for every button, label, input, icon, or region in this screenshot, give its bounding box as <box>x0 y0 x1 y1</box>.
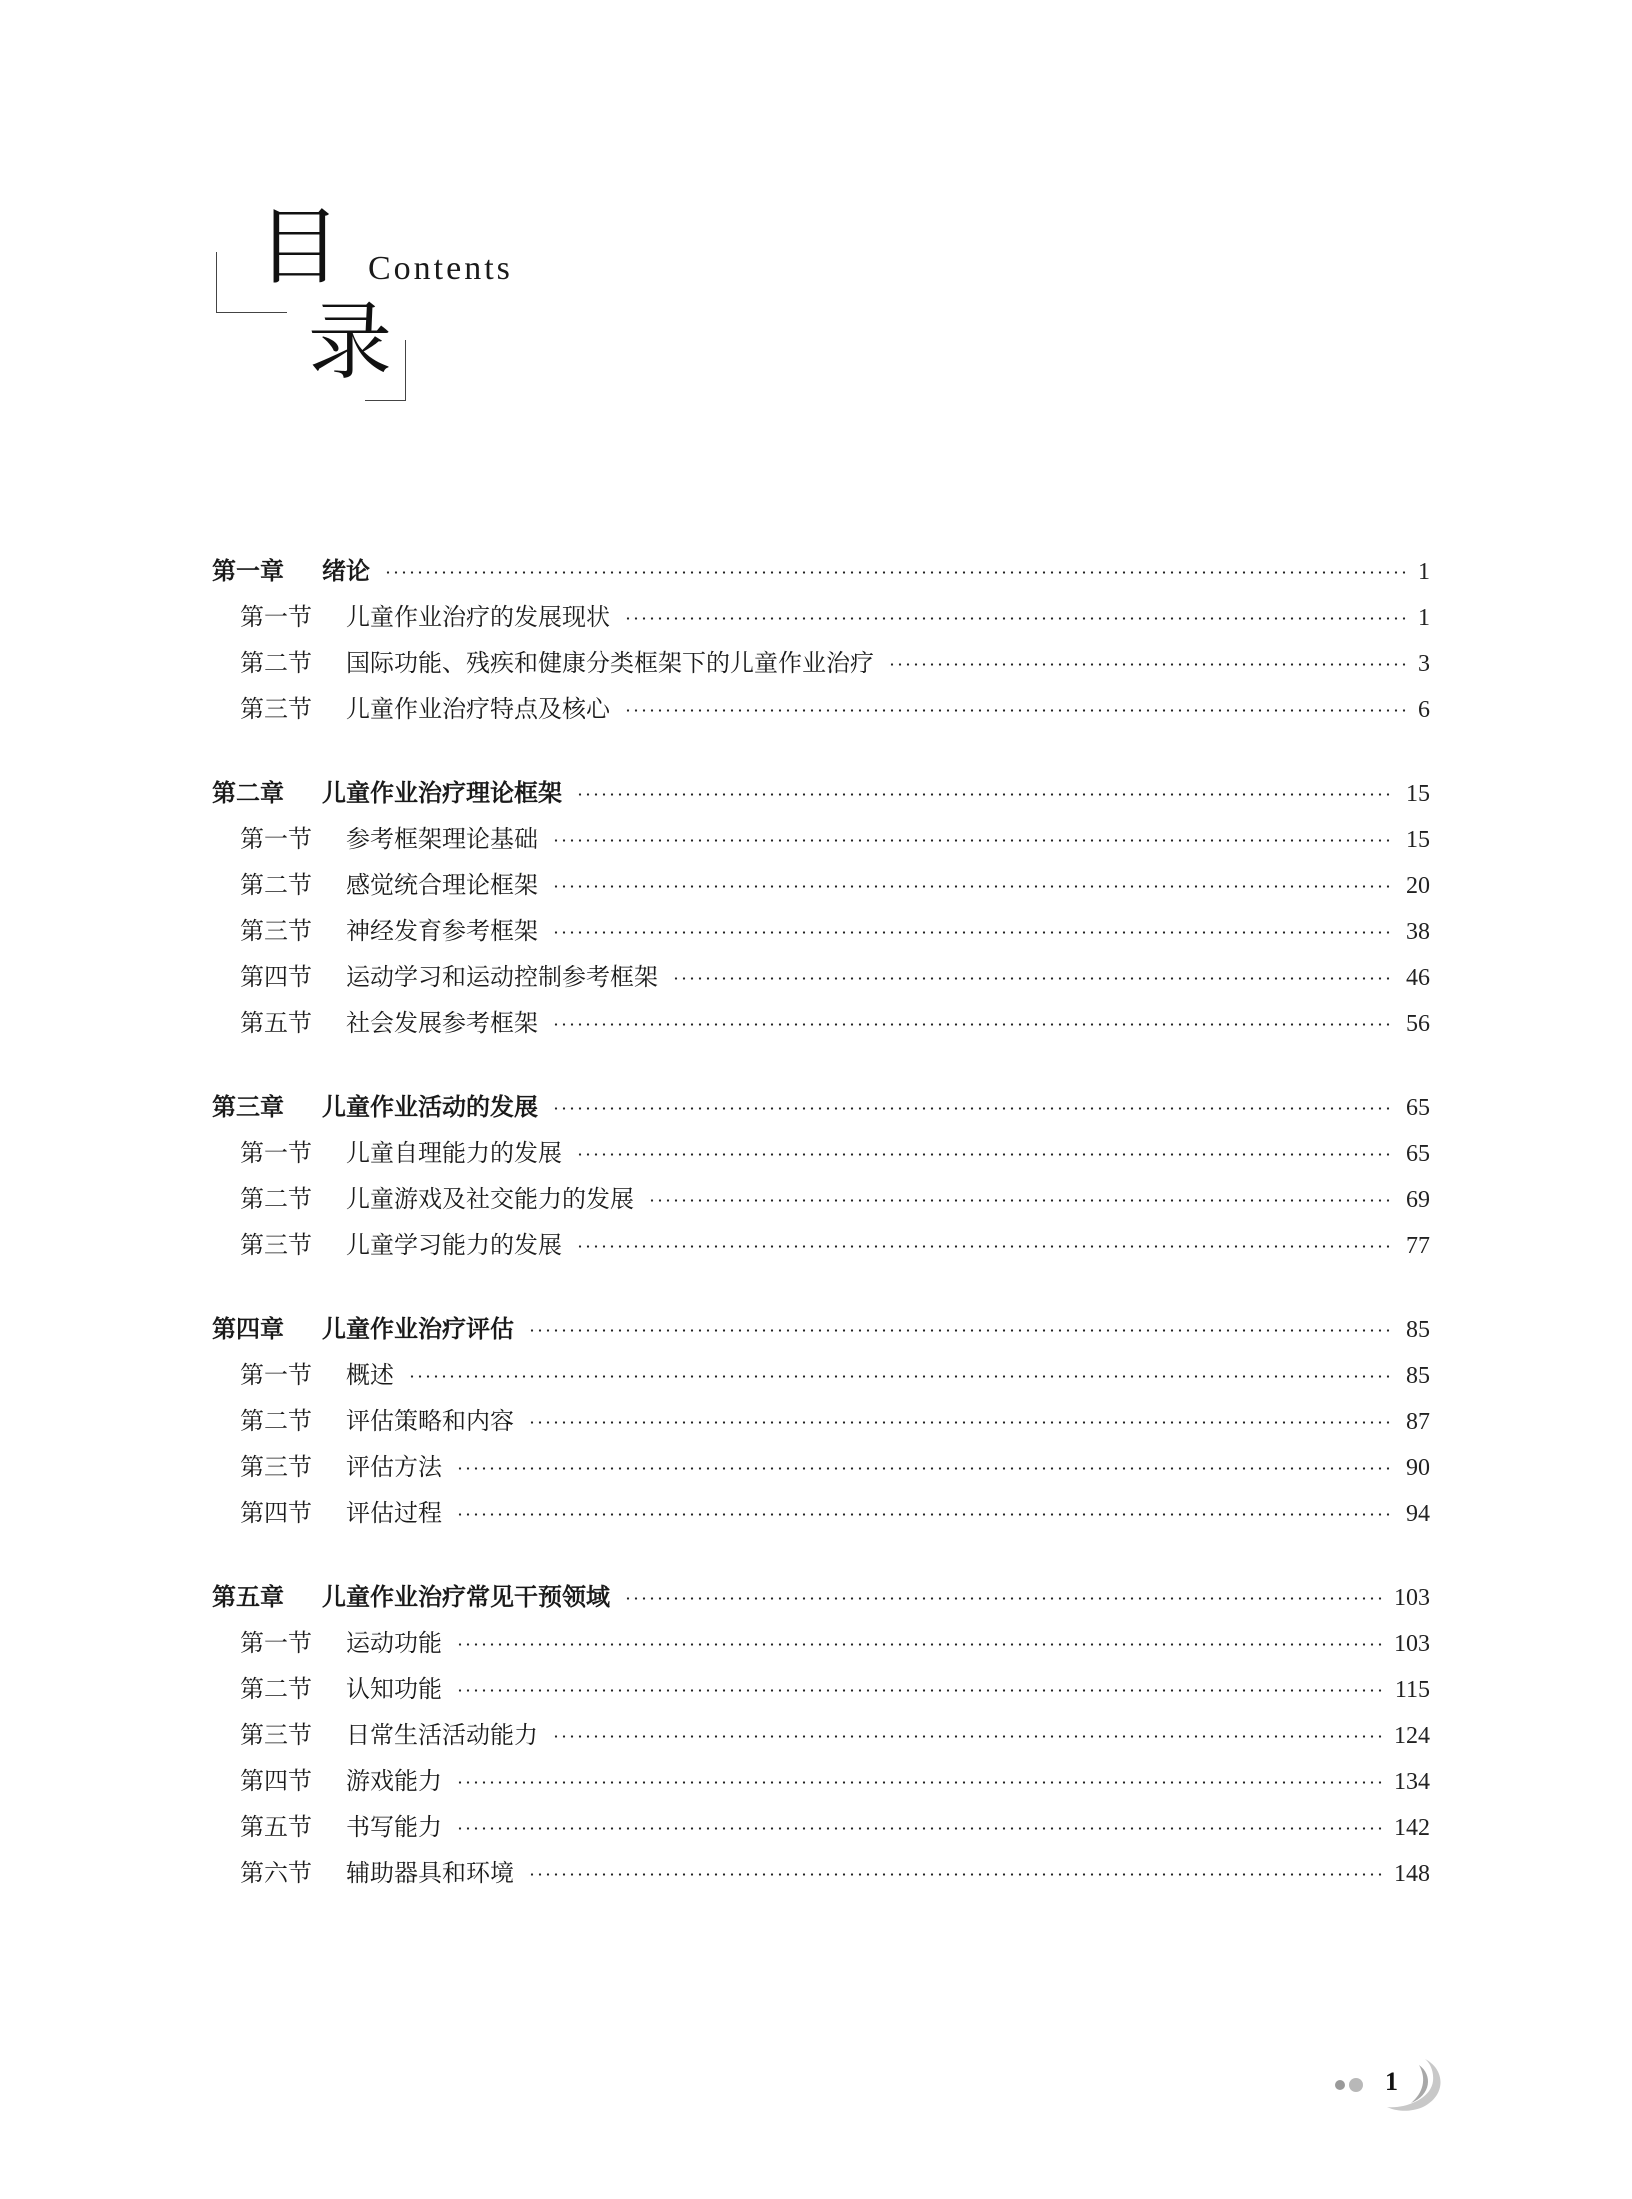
chapter-number: 第二章 <box>212 779 284 807</box>
dot-leader <box>456 1467 1394 1470</box>
chapter-title: 儿童作业治疗评估 <box>322 1315 514 1343</box>
table-of-contents <box>212 548 1430 1934</box>
toc-section-row <box>212 954 1430 1000</box>
section-number: 第二节 <box>240 1407 312 1435</box>
section-page-number: 103 <box>1394 1631 1430 1657</box>
section-title: 运动学习和运动控制参考框架 <box>346 963 658 991</box>
page-header <box>0 0 1632 420</box>
section-number: 第一节 <box>240 1139 312 1167</box>
dot-leader <box>624 1597 1382 1600</box>
section-title: 感觉统合理论框架 <box>346 871 538 899</box>
section-number: 第二节 <box>240 1675 312 1703</box>
page-number: 1 <box>1385 2067 1398 2096</box>
section-number: 第三节 <box>240 1721 312 1749</box>
toc-section-row <box>212 1000 1430 1046</box>
section-page-number: 85 <box>1406 1363 1430 1389</box>
section-page-number: 77 <box>1406 1233 1430 1259</box>
dot-leader <box>624 617 1406 620</box>
section-title: 书写能力 <box>346 1813 442 1841</box>
toc-chapter-row <box>212 1084 1430 1130</box>
dot-leader <box>576 1153 1394 1156</box>
chapter-number: 第三章 <box>212 1093 284 1121</box>
section-title: 评估过程 <box>346 1499 442 1527</box>
chapter-number: 第一章 <box>212 557 284 585</box>
toc-chapter-block <box>212 1306 1430 1536</box>
section-page-number: 69 <box>1406 1187 1430 1213</box>
section-title: 国际功能、残疾和健康分类框架下的儿童作业治疗 <box>346 649 874 677</box>
section-title: 概述 <box>346 1361 394 1389</box>
footer-dot-icon <box>1349 2078 1363 2092</box>
chapter-title: 绪论 <box>322 557 370 585</box>
toc-section-row <box>212 1444 1430 1490</box>
title-char-mu: 目 <box>257 198 342 296</box>
section-title: 认知功能 <box>346 1675 442 1703</box>
section-number: 第一节 <box>240 1629 312 1657</box>
section-number: 第三节 <box>240 695 312 723</box>
chapter-page-number: 65 <box>1406 1095 1430 1121</box>
dot-leader <box>576 793 1394 796</box>
toc-section-row <box>212 1850 1430 1896</box>
section-page-number: 148 <box>1394 1861 1430 1887</box>
toc-chapter-block <box>212 1574 1430 1896</box>
chapter-page-number: 85 <box>1406 1317 1430 1343</box>
section-page-number: 65 <box>1406 1141 1430 1167</box>
section-title: 社会发展参考框架 <box>346 1009 538 1037</box>
section-page-number: 1 <box>1418 605 1430 631</box>
toc-section-row <box>212 1804 1430 1850</box>
section-number: 第二节 <box>240 871 312 899</box>
chapter-title: 儿童作业治疗常见干预领域 <box>322 1583 610 1611</box>
dot-leader <box>408 1375 1394 1378</box>
section-page-number: 3 <box>1418 651 1430 677</box>
dot-leader <box>672 977 1394 980</box>
section-title: 评估方法 <box>346 1453 442 1481</box>
dot-leader <box>576 1245 1394 1248</box>
toc-section-row <box>212 686 1430 732</box>
section-title: 参考框架理论基础 <box>346 825 538 853</box>
section-number: 第一节 <box>240 603 312 631</box>
dot-leader <box>528 1421 1394 1424</box>
dot-leader <box>888 663 1406 666</box>
footer-dot-icon <box>1335 2080 1345 2090</box>
dot-leader <box>384 571 1406 574</box>
page-footer <box>1335 2055 1455 2115</box>
toc-section-row <box>212 908 1430 954</box>
dot-leader <box>552 1107 1394 1110</box>
section-title: 运动功能 <box>346 1629 442 1657</box>
section-number: 第四节 <box>240 1767 312 1795</box>
dot-leader <box>456 1513 1394 1516</box>
dot-leader <box>552 931 1394 934</box>
section-title: 儿童游戏及社交能力的发展 <box>346 1185 634 1213</box>
section-title: 儿童作业治疗特点及核心 <box>346 695 610 723</box>
section-number: 第六节 <box>240 1859 312 1887</box>
chapter-number: 第四章 <box>212 1315 284 1343</box>
title-english: Contents <box>368 250 513 287</box>
toc-section-row <box>212 862 1430 908</box>
dot-leader <box>552 1735 1382 1738</box>
toc-section-row <box>212 1666 1430 1712</box>
section-number: 第三节 <box>240 1453 312 1481</box>
section-page-number: 46 <box>1406 965 1430 991</box>
chapter-page-number: 103 <box>1394 1585 1430 1611</box>
dot-leader <box>456 1827 1382 1830</box>
section-title: 辅助器具和环境 <box>346 1859 514 1887</box>
toc-section-row <box>212 1490 1430 1536</box>
title-char-lu: 录 <box>308 293 393 391</box>
dot-leader <box>552 885 1394 888</box>
section-page-number: 38 <box>1406 919 1430 945</box>
section-title: 日常生活活动能力 <box>346 1721 538 1749</box>
section-number: 第五节 <box>240 1813 312 1841</box>
toc-chapter-row <box>212 770 1430 816</box>
section-title: 儿童自理能力的发展 <box>346 1139 562 1167</box>
dot-leader <box>648 1199 1394 1202</box>
section-number: 第二节 <box>240 1185 312 1213</box>
section-page-number: 6 <box>1418 697 1430 723</box>
toc-section-row <box>212 1620 1430 1666</box>
dot-leader <box>552 839 1394 842</box>
toc-section-row <box>212 1222 1430 1268</box>
chapter-page-number: 1 <box>1418 559 1430 585</box>
section-number: 第一节 <box>240 1361 312 1389</box>
toc-chapter-block <box>212 770 1430 1046</box>
dot-leader <box>552 1023 1394 1026</box>
section-title: 神经发育参考框架 <box>346 917 538 945</box>
chapter-page-number: 15 <box>1406 781 1430 807</box>
toc-section-row <box>212 1130 1430 1176</box>
toc-chapter-row <box>212 1574 1430 1620</box>
section-number: 第五节 <box>240 1009 312 1037</box>
toc-section-row <box>212 1176 1430 1222</box>
section-page-number: 94 <box>1406 1501 1430 1527</box>
section-page-number: 90 <box>1406 1455 1430 1481</box>
section-page-number: 115 <box>1394 1677 1430 1703</box>
section-title: 儿童作业治疗的发展现状 <box>346 603 610 631</box>
section-number: 第四节 <box>240 963 312 991</box>
section-title: 评估策略和内容 <box>346 1407 514 1435</box>
section-title: 儿童学习能力的发展 <box>346 1231 562 1259</box>
toc-section-row <box>212 1758 1430 1804</box>
dot-leader <box>456 1643 1382 1646</box>
toc-chapter-row <box>212 1306 1430 1352</box>
section-number: 第三节 <box>240 1231 312 1259</box>
dot-leader <box>456 1689 1383 1692</box>
section-number: 第一节 <box>240 825 312 853</box>
section-page-number: 20 <box>1406 873 1430 899</box>
toc-section-row <box>212 640 1430 686</box>
section-page-number: 15 <box>1406 827 1430 853</box>
dot-leader <box>528 1329 1394 1332</box>
toc-chapter-block <box>212 1084 1430 1268</box>
toc-section-row <box>212 594 1430 640</box>
section-number: 第三节 <box>240 917 312 945</box>
section-number: 第四节 <box>240 1499 312 1527</box>
dot-leader <box>528 1873 1382 1876</box>
section-page-number: 56 <box>1406 1011 1430 1037</box>
toc-section-row <box>212 816 1430 862</box>
section-page-number: 124 <box>1394 1723 1430 1749</box>
chapter-title: 儿童作业活动的发展 <box>322 1093 538 1121</box>
dot-leader <box>624 709 1406 712</box>
section-page-number: 134 <box>1394 1769 1430 1795</box>
section-number: 第二节 <box>240 649 312 677</box>
section-page-number: 87 <box>1406 1409 1430 1435</box>
dot-leader <box>456 1781 1382 1784</box>
section-page-number: 142 <box>1394 1815 1430 1841</box>
chapter-title: 儿童作业治疗理论框架 <box>322 779 562 807</box>
toc-section-row <box>212 1712 1430 1758</box>
section-title: 游戏能力 <box>346 1767 442 1795</box>
toc-chapter-row <box>212 548 1430 594</box>
toc-section-row <box>212 1352 1430 1398</box>
toc-chapter-block <box>212 548 1430 732</box>
toc-section-row <box>212 1398 1430 1444</box>
title-bracket-right <box>365 340 406 401</box>
chapter-number: 第五章 <box>212 1583 284 1611</box>
